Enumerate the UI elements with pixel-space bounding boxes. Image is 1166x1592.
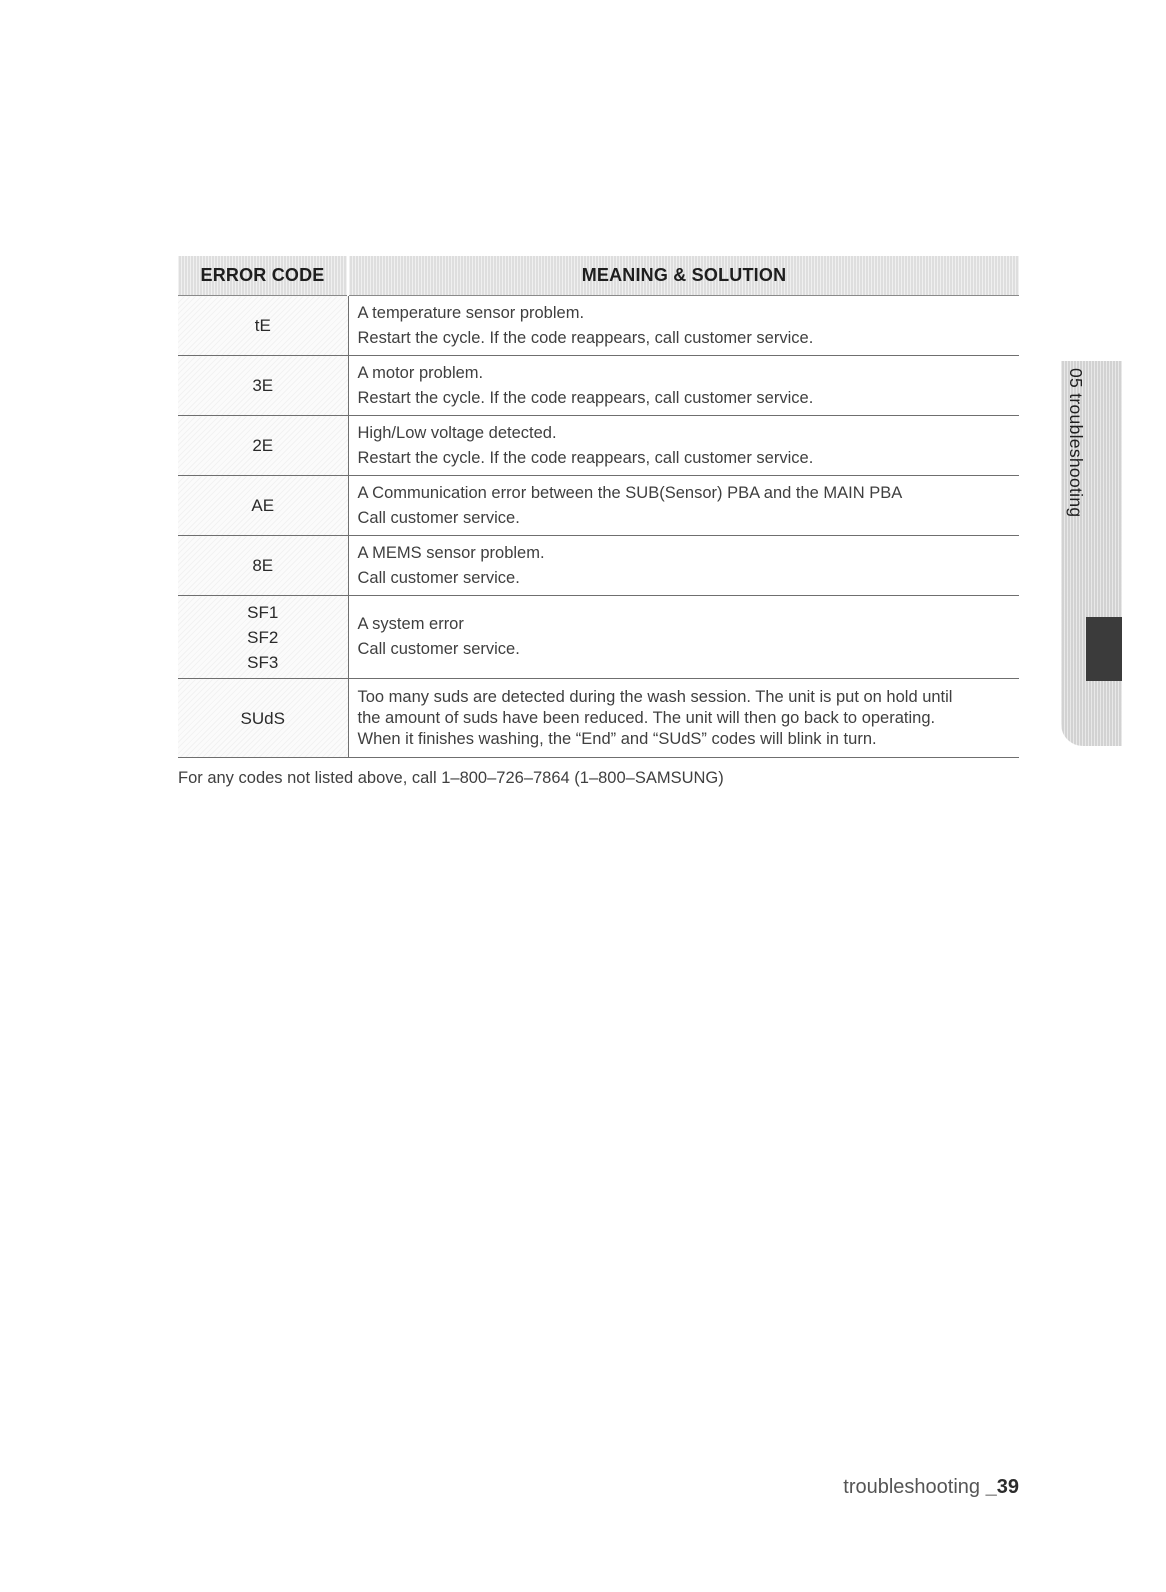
meaning-text: High/Low voltage detected. bbox=[357, 423, 557, 442]
error-code-table bbox=[178, 256, 1019, 758]
error-code: SF3 bbox=[247, 652, 279, 672]
error-code: tE bbox=[254, 316, 271, 335]
page-footer bbox=[843, 1476, 1019, 1499]
table-row bbox=[178, 476, 1019, 536]
meaning-text: A motor problem. bbox=[357, 363, 484, 382]
meaning-text: A MEMS sensor problem. bbox=[357, 543, 545, 562]
page-number: _39 bbox=[985, 1476, 1019, 1498]
chapter-side-tab-label: 05 troubleshooting bbox=[1066, 368, 1086, 518]
footer-section-title: troubleshooting bbox=[843, 1476, 981, 1498]
meaning-text: A Communication error between the SUB(Sensor) PBA and the MAIN PBA bbox=[357, 483, 903, 502]
error-code: AE bbox=[251, 496, 275, 515]
error-code-column-header: ERROR CODE bbox=[178, 256, 348, 296]
error-code: SF1 bbox=[247, 602, 279, 622]
solution-text: Call customer service. bbox=[357, 568, 520, 587]
table-row bbox=[178, 596, 1019, 679]
error-code-cell bbox=[178, 536, 348, 596]
meaning-cell bbox=[348, 416, 1019, 476]
solution-text: Call customer service. bbox=[357, 508, 520, 527]
solution-text: Restart the cycle. If the code reappears, call customer service. bbox=[357, 388, 814, 407]
meaning-text: A temperature sensor problem. bbox=[357, 303, 585, 322]
error-code-cell bbox=[178, 416, 348, 476]
solution-text: Restart the cycle. If the code reappears, call customer service. bbox=[357, 328, 814, 347]
table-header-row bbox=[178, 256, 1019, 296]
meaning-cell bbox=[348, 356, 1019, 416]
meaning-text: A system error bbox=[357, 615, 464, 633]
table-row bbox=[178, 356, 1019, 416]
error-code-cell bbox=[178, 476, 348, 536]
error-code: 8E bbox=[252, 556, 274, 575]
error-code-cell bbox=[178, 679, 348, 758]
footnote-customer-service: For any codes not listed above, call 1–800–726–7864 (1–800–SAMSUNG) bbox=[178, 769, 724, 787]
meaning-text: the amount of suds have been reduced. The unit will then go back to operating. bbox=[357, 708, 936, 727]
error-code: SUdS bbox=[240, 708, 285, 728]
table-row bbox=[178, 536, 1019, 596]
solution-text: Restart the cycle. If the code reappears, call customer service. bbox=[357, 448, 814, 467]
table-row bbox=[178, 679, 1019, 758]
solution-text: Call customer service. bbox=[357, 640, 520, 658]
table-row bbox=[178, 296, 1019, 356]
meaning-cell bbox=[348, 296, 1019, 356]
meaning-cell bbox=[348, 476, 1019, 536]
error-code-cell bbox=[178, 596, 348, 679]
error-code: 2E bbox=[252, 436, 274, 455]
meaning-cell bbox=[348, 596, 1019, 679]
meaning-text: Too many suds are detected during the wash session. The unit is put on hold until bbox=[357, 687, 953, 706]
error-code-cell bbox=[178, 296, 348, 356]
table-row bbox=[178, 416, 1019, 476]
meaning-solution-column-header: MEANING & SOLUTION bbox=[348, 256, 1019, 296]
error-code: 3E bbox=[252, 376, 274, 395]
chapter-marker bbox=[1086, 617, 1122, 681]
error-code-cell bbox=[178, 356, 348, 416]
meaning-cell bbox=[348, 679, 1019, 758]
error-code: SF2 bbox=[247, 627, 279, 647]
meaning-text: When it finishes washing, the “End” and “SUdS” codes will blink in turn. bbox=[357, 729, 877, 748]
meaning-cell bbox=[348, 536, 1019, 596]
